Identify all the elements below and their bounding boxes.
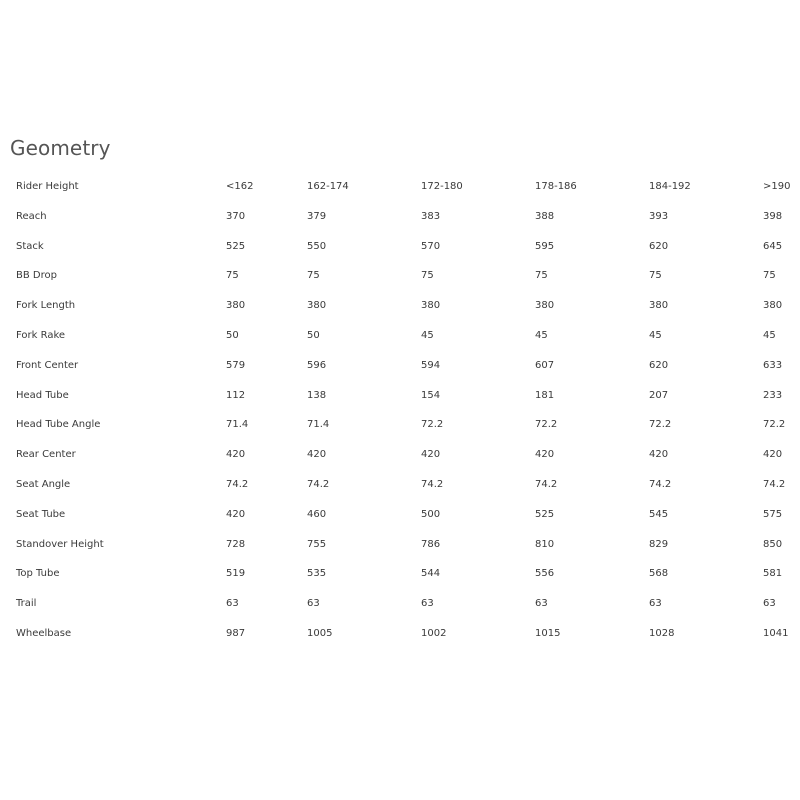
table-cell: 535 — [307, 568, 327, 580]
row-label: Seat Angle — [16, 478, 71, 490]
row-label: Wheelbase — [16, 627, 72, 639]
table-cell: 420 — [307, 449, 327, 461]
table-cell: 579 — [226, 359, 246, 371]
table-cell: 63 — [226, 598, 239, 610]
table-cell: 525 — [226, 240, 246, 252]
table-row — [16, 410, 796, 440]
table-cell: 75 — [421, 270, 434, 282]
table-cell: 75 — [763, 270, 776, 282]
table-cell: 755 — [307, 538, 327, 550]
table-cell: 380 — [763, 300, 783, 312]
column-header: 184-192 — [649, 181, 691, 192]
table-cell: 45 — [535, 329, 548, 341]
table-cell: 620 — [649, 240, 669, 252]
column-header: 172-180 — [421, 181, 463, 192]
table-cell: 75 — [226, 270, 239, 282]
table-cell: 380 — [421, 300, 441, 312]
column-header: >190 — [763, 181, 791, 192]
table-cell: 72.2 — [649, 419, 672, 431]
row-label: BB Drop — [16, 270, 57, 282]
table-cell: 420 — [226, 508, 246, 520]
row-label: Seat Tube — [16, 508, 66, 520]
table-cell: 379 — [307, 210, 327, 222]
table-cell: 987 — [226, 627, 246, 639]
table-cell: 383 — [421, 210, 441, 222]
table-cell: 393 — [649, 210, 669, 222]
table-cell: 74.2 — [763, 478, 786, 490]
table-cell: 45 — [763, 329, 776, 341]
table-cell: 74.2 — [421, 478, 444, 490]
table-cell: 380 — [307, 300, 327, 312]
table-cell: 607 — [535, 359, 555, 371]
table-cell: 1028 — [649, 627, 675, 639]
geometry-table — [16, 172, 796, 648]
table-row — [16, 291, 796, 321]
table-cell: 74.2 — [649, 478, 672, 490]
table-row — [16, 470, 796, 500]
table-cell: 71.4 — [307, 419, 330, 431]
table-cell: 645 — [763, 240, 783, 252]
table-cell: 63 — [535, 598, 548, 610]
table-cell: 575 — [763, 508, 783, 520]
row-label: Fork Length — [16, 300, 76, 312]
table-cell: 63 — [649, 598, 662, 610]
table-cell: 594 — [421, 359, 441, 371]
table-cell: 72.2 — [763, 419, 786, 431]
table-cell: 388 — [535, 210, 555, 222]
table-cell: 74.2 — [226, 478, 249, 490]
row-label: Fork Rake — [16, 329, 66, 341]
table-cell: 556 — [535, 568, 555, 580]
table-cell: 500 — [421, 508, 441, 520]
table-row — [16, 202, 796, 232]
column-header: <162 — [226, 181, 254, 192]
table-cell: 370 — [226, 210, 246, 222]
table-cell: 181 — [535, 389, 555, 401]
table-row — [16, 261, 796, 291]
column-header: 178-186 — [535, 181, 577, 192]
row-label: Head Tube — [16, 389, 69, 401]
table-cell: 50 — [307, 329, 320, 341]
table-row — [16, 500, 796, 530]
table-cell: 207 — [649, 389, 669, 401]
table-cell: 75 — [535, 270, 548, 282]
table-cell: 154 — [421, 389, 441, 401]
table-cell: 420 — [649, 449, 669, 461]
table-cell: 420 — [421, 449, 441, 461]
row-label: Reach — [16, 210, 47, 222]
table-cell: 850 — [763, 538, 783, 550]
table-cell: 380 — [535, 300, 555, 312]
table-cell: 71.4 — [226, 419, 249, 431]
table-cell: 728 — [226, 538, 246, 550]
table-cell: 581 — [763, 568, 783, 580]
table-row — [16, 351, 796, 381]
table-cell: 460 — [307, 508, 327, 520]
table-cell: 545 — [649, 508, 669, 520]
table-row — [16, 589, 796, 619]
table-cell: 786 — [421, 538, 441, 550]
page-title: Geometry — [10, 136, 111, 160]
table-cell: 519 — [226, 568, 246, 580]
table-cell: 74.2 — [535, 478, 558, 490]
table-cell: 420 — [535, 449, 555, 461]
table-row — [16, 440, 796, 470]
table-cell: 1002 — [421, 627, 447, 639]
row-label: Trail — [16, 598, 37, 610]
row-label: Rear Center — [16, 449, 76, 461]
table-cell: 595 — [535, 240, 555, 252]
table-row — [16, 530, 796, 560]
table-row — [16, 559, 796, 589]
row-label: Rider Height — [16, 181, 79, 192]
table-cell: 810 — [535, 538, 555, 550]
table-cell: 72.2 — [421, 419, 444, 431]
table-cell: 1005 — [307, 627, 333, 639]
table-cell: 112 — [226, 389, 246, 401]
table-cell: 570 — [421, 240, 441, 252]
table-cell: 380 — [226, 300, 246, 312]
table-cell: 633 — [763, 359, 783, 371]
table-cell: 72.2 — [535, 419, 558, 431]
row-label: Standover Height — [16, 538, 104, 550]
table-cell: 1015 — [535, 627, 561, 639]
row-label: Stack — [16, 240, 44, 252]
row-label: Front Center — [16, 359, 79, 371]
table-cell: 45 — [421, 329, 434, 341]
table-cell: 45 — [649, 329, 662, 341]
table-row — [16, 619, 796, 649]
table-cell: 75 — [307, 270, 320, 282]
row-label: Top Tube — [16, 568, 60, 580]
table-cell: 550 — [307, 240, 327, 252]
table-cell: 525 — [535, 508, 555, 520]
row-label: Head Tube Angle — [16, 419, 101, 431]
table-row — [16, 381, 796, 411]
table-cell: 63 — [307, 598, 320, 610]
table-cell: 63 — [763, 598, 776, 610]
table-cell: 75 — [649, 270, 662, 282]
table-row — [16, 232, 796, 262]
table-cell: 568 — [649, 568, 669, 580]
table-cell: 420 — [226, 449, 246, 461]
table-cell: 50 — [226, 329, 239, 341]
table-row — [16, 321, 796, 351]
table-cell: 63 — [421, 598, 434, 610]
table-cell: 398 — [763, 210, 783, 222]
table-cell: 380 — [649, 300, 669, 312]
table-cell: 620 — [649, 359, 669, 371]
table-cell: 74.2 — [307, 478, 330, 490]
table-cell: 420 — [763, 449, 783, 461]
table-cell: 138 — [307, 389, 327, 401]
column-header: 162-174 — [307, 181, 349, 192]
table-cell: 1041 — [763, 627, 789, 639]
table-row — [16, 172, 796, 202]
table-cell: 596 — [307, 359, 327, 371]
table-cell: 233 — [763, 389, 783, 401]
table-cell: 829 — [649, 538, 669, 550]
table-cell: 544 — [421, 568, 441, 580]
